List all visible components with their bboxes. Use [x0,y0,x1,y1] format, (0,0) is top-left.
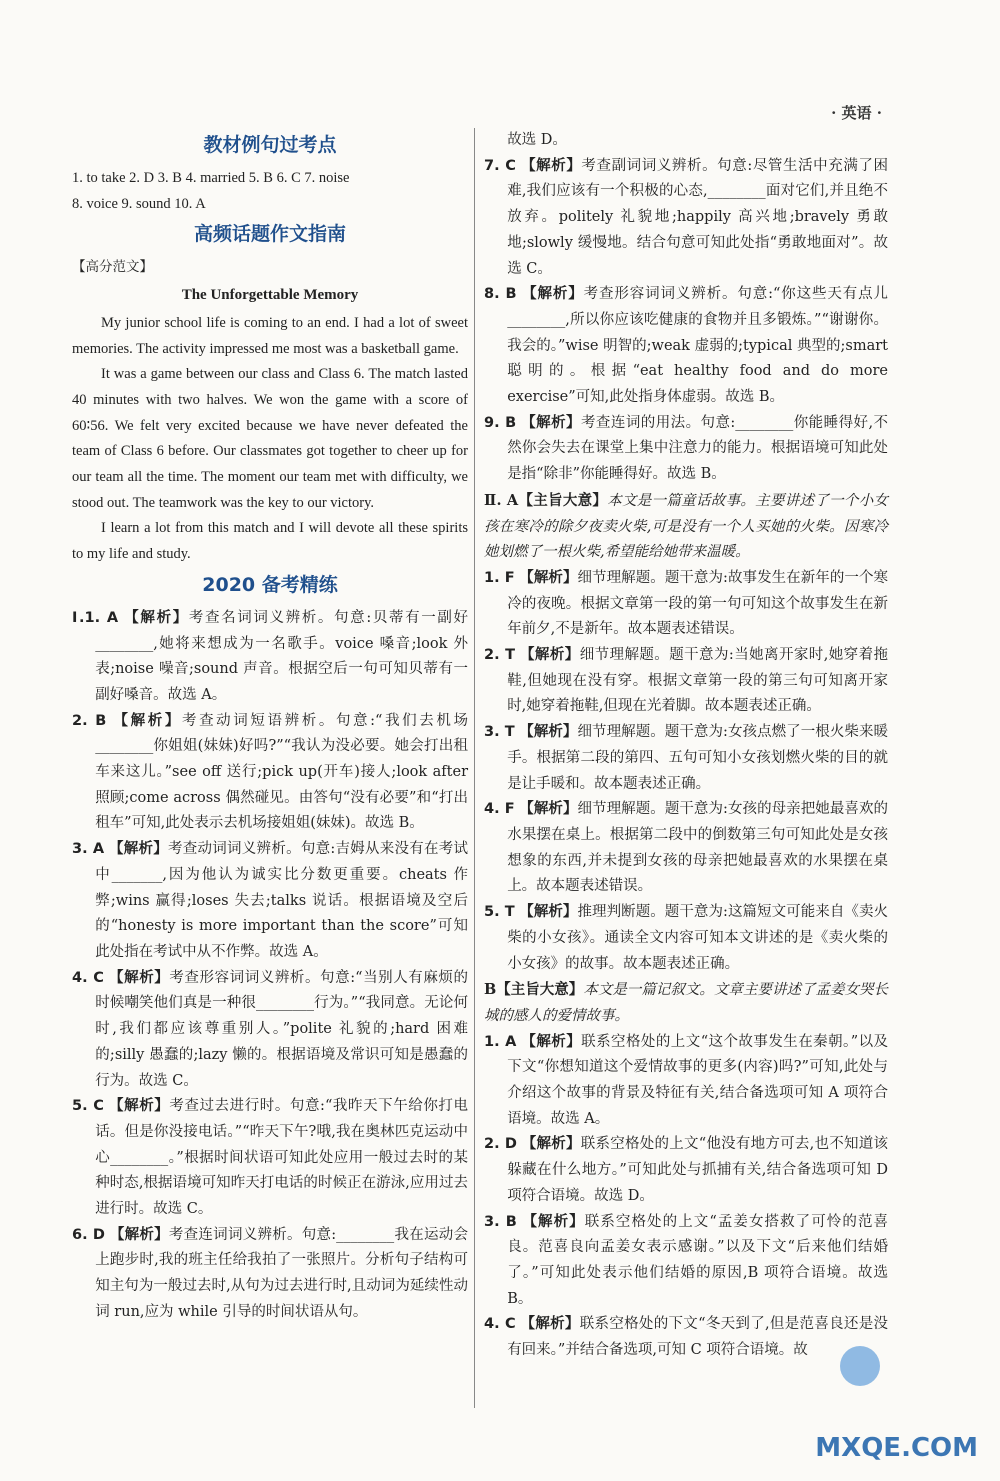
top-edge [360,0,560,14]
essay-paragraph: It was a game between our class and Class 6. The match lasted 40 minutes with two halves. We won the game with a score of 60∶56. We felt very excited because we have never defeated the team of Class 6 before. Our classmates got together to cheer up for our team all the time. The moment our team met with difficulty, we stood out. The teamwork was the key to our victory. [72,366,468,511]
left-column [72,128,468,1326]
answer-item: 3. T 【解析】细节理解题。题干意为:女孩点燃了一根火柴来暖手。根据第二段的第四、五句可知小女孩划燃火柴的目的就是让手暖和。故本题表述正确。 [484,724,888,792]
subject-header: · 英语 · [831,104,882,122]
main-idea-2: Ⅱ. A【主旨大意】本文是一篇童话故事。主要讲述了一个小女孩在寒冷的除夕夜卖火柴,可是没有一个人买她的火柴。因寒冷她划燃了一根火柴,希望能给她带来温暖。 [484,491,888,561]
answer-item: 2. D 【解析】联系空格处的上文“他没有地方可去,也不知道该躲藏在什么地方。”可知此处与抓捕有关,结合备选项可知 D 项符合语境。故选 D。 [484,1136,889,1204]
answer-item: 4. C 【解析】联系空格处的下文“冬天到了,但是范喜良还是没有回来。”并结合备选项,可知 C 项符合语境。故 [484,1316,889,1359]
main-idea-b: B【主旨大意】本文是一篇记叙文。文章主要讲述了孟姜女哭长城的感人的爱情故事。 [484,981,888,1024]
watermark-logo-icon [840,1346,880,1386]
answer-item: 5. C 【解析】考查过去进行时。句意:“我昨天下午给你打电话。但是你没接电话。”“昨天下午?哦,我在奥林匹克运动中心________。”根据时间状语可知此处应用一般过去时的某种时态,根据语境可知昨天打电话的时候正在游泳,应用过去进行时。故选 C。 [72,1098,469,1218]
answer-item: 3. A 【解析】考查动词词义辨析。句意:吉姆从来没有在考试中_______,因为他认为诚实比分数更重要。cheats 作弊;wins 赢得;loses 失去;talks 说话。根据语境及空后的“honesty is more important than the score”可知此处指在考试中从不作弊。故选 A。 [72,841,469,960]
right-column [484,128,888,1364]
answers-line-2: 8. voice 9. sound 10. A [72,195,206,212]
answer-item: Ⅰ.1. A 【解析】考查名词词义辨析。句意:贝蒂有一副好________,她将来想成为一名歌手。voice 嗓音;look 外表;noise 噪音;sound 声音。根据空后一句可知贝蒂有一副好嗓音。故选 A。 [72,609,469,703]
answer-item: 8. B 【解析】考查形容词词义辨析。句意:“你这些天有点儿________,所以你应该吃健康的食物并且多锻炼。”“谢谢你。我会的。”wise 明智的;weak 虚弱的;typical 典型的;smart 聪明的。根据“eat healthy food and do more exercise”可知,此处指身体虚弱。故选 B。 [484,286,889,406]
essay-paragraph: My junior school life is coming to an end. I had a lot of sweet memories. The activity impressed me most was a basketball game. [72,314,468,357]
model-essay-tag: 【高分范文】 [72,259,153,276]
left-items [72,606,468,1326]
watermark: MXQE.COM [815,1433,978,1463]
answer-item: 5. T 【解析】推理判断题。题干意为:这篇短文可能来自《卖火柴的小女孩》。通读全文内容可知本文讲述的是《卖火柴的小女孩》的故事。故本题表述正确。 [484,904,888,972]
answers-line-1: 1. to take 2. D 3. B 4. married 5. B 6. C 7. noise [72,170,350,186]
answer-item: 7. C 【解析】考查副词词义辨析。句意:尽管生活中充满了困难,我们应该有一个积极的心态,________面对它们,并且绝不放弃。politely 礼貌地;happily 高兴地;bravely 勇敢地;slowly 缓慢地。结合句意可知此处指“勇敢地面对”。故选 C。 [484,157,889,277]
section-title-writing: 高频话题作文指南 [193,223,346,246]
answer-item: 6. D 【解析】考查连词词义辨析。句意:________我在运动会上跑步时,我的班主任给我拍了一张照片。分析句子结构可知主句为一般过去时,从句为过去进行时,且动词为延续性动词 run,应为 while 引导的时间状语从句。 [72,1226,469,1320]
answer-item: 2. B 【解析】考查动词短语辨析。句意:“我们去机场________你姐姐(妹妹)好吗?”“我认为没必要。她会打出租车来这儿。”see off 送行;pick up(开车)接人;look after 照顾;come across 偶然碰见。由答句“没有必要”和“打出租车”可知,此处表示去机场接姐姐(妹妹)。故选 B。 [72,712,469,832]
answer-item: 1. A 【解析】联系空格处的上文“这个故事发生在秦朝。”以及下文“你想知道这个爱情故事的更多(内容)吗?”可知,此处与介绍这个故事的背景及特征有关,结合备选项可知 A 项符合语境。故选 A。 [484,1033,889,1127]
answer-item: 1. F 【解析】细节理解题。题干意为:故事发生在新年的一个寒冷的夜晚。根据文章第一段的第一句可知这个故事发生在新年前夕,不是新年。故本题表述错误。 [484,569,889,638]
essay-title: The Unforgettable Memory [181,287,359,304]
section-title-textbook: 教材例句过考点 [203,134,337,156]
answer-item: 2. T 【解析】细节理解题。题干意为:当她离开家时,她穿着拖鞋,但她现在没有穿。根据文章第一段的第三句可知离开家时,她穿着拖鞋,但现在光着脚。故本题表述正确。 [484,647,889,715]
essay-paragraph: I learn a lot from this match and I will devote all these spirits to my life and study. [72,520,468,563]
column-divider [474,128,475,1408]
answer-item: 4. F 【解析】细节理解题。题干意为:女孩的母亲把她最喜欢的水果摆在桌上。根据第二段中的倒数第三句可知此处是女孩想象的东西,并未提到女孩的母亲把她最喜欢的水果摆在桌上。故本题表述错误。 [484,801,889,895]
section-title-practice: 2020 备考精练 [202,573,338,596]
answer-item: 4. C 【解析】考查形容词词义辨析。句意:“当别人有麻烦的时候嘲笑他们真是一种很________行为。”“我同意。无论何时,我们都应该尊重别人。”polite 礼貌的;hard 困难的;silly 愚蠢的;lazy 懒的。根据语境及常识可知是愚蠢的行为。故选 C。 [72,969,469,1089]
answer-item: 3. B 【解析】联系空格处的上文“孟姜女搭救了可怜的范喜良。范喜良向孟姜女表示感谢。”以及下文“后来他们结婚了。”可知此处表示他们结婚的原因,B 项符合语境。故选 B。 [484,1213,889,1307]
continuation-line: 故选 D。 [507,132,567,148]
answer-item: 9. B 【解析】考查连词的用法。句意:________你能睡得好,不然你会失去在课堂上集中注意力的能力。根据语境可知此处是指“除非”你能睡得好。故选 B。 [484,414,889,483]
essay-body [72,311,468,568]
